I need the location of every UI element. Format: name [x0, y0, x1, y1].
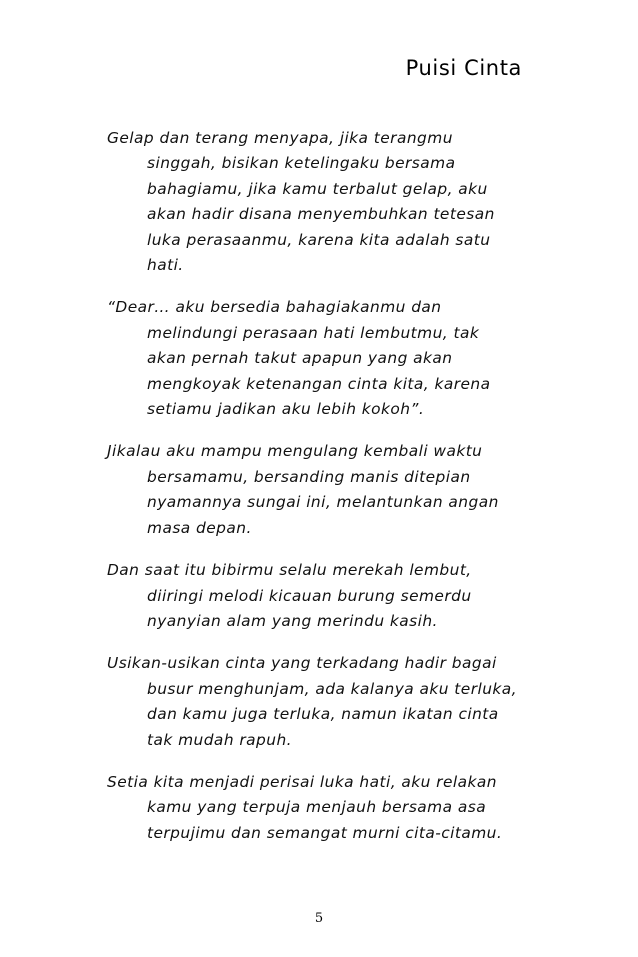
- poem-line: akan pernah takut apapun yang akan: [147, 349, 453, 368]
- page-number: 5: [314, 911, 324, 926]
- poem-line: Usikan-usikan cinta yang terkadang hadir bagai: [107, 654, 497, 673]
- poem-line: masa depan.: [147, 518, 252, 537]
- poem-line: Dan saat itu bibirmu selalu merekah lembut,: [107, 561, 472, 580]
- poem-line: diiringi melodi kicauan burung semerdu: [147, 586, 472, 605]
- poem-line: melindungi perasaan hati lembutmu, tak: [147, 323, 480, 342]
- poem-line: singgah, bisikan ketelingaku bersama: [147, 154, 456, 173]
- poem-line: Jikalau aku mampu mengulang kembali waktu: [107, 442, 483, 461]
- stanza-1: [107, 126, 537, 278]
- poem-line: dan kamu juga terluka, namun ikatan cinta: [147, 705, 499, 724]
- stanza-4: [107, 558, 537, 634]
- stanza-2: [107, 295, 537, 422]
- poem-line: terpujimu dan semangat murni cita-citamu.: [147, 823, 503, 842]
- poem-line: nyanyian alam yang merindu kasih.: [147, 611, 438, 630]
- poem-line: bersamamu, bersanding manis ditepian: [147, 467, 471, 486]
- poem-line: kamu yang terpuja menjauh bersama asa: [147, 798, 487, 817]
- poem-line: hati.: [147, 256, 184, 275]
- page-title: Puisi Cinta: [405, 56, 522, 80]
- poem-body: [107, 126, 537, 863]
- poem-line: bahagiamu, jika kamu terbalut gelap, aku: [147, 179, 488, 198]
- poem-line: “Dear… aku bersedia bahagiakanmu dan: [107, 298, 442, 317]
- stanza-3: [107, 439, 537, 541]
- poem-line: busur menghunjam, ada kalanya aku terluka,: [147, 679, 517, 698]
- poem-line: setiamu jadikan aku lebih kokoh”.: [147, 400, 425, 419]
- poem-line: Setia kita menjadi perisai luka hati, aku relakan: [107, 772, 497, 791]
- stanza-5: [107, 651, 537, 753]
- poem-line: Gelap dan terang menyapa, jika terangmu: [107, 129, 453, 147]
- poem-line: mengkoyak ketenangan cinta kita, karena: [147, 374, 491, 393]
- poem-line: tak mudah rapuh.: [147, 730, 292, 749]
- poem-line: luka perasaanmu, karena kita adalah satu: [147, 230, 491, 249]
- stanza-6: [107, 770, 537, 846]
- poem-line: akan hadir disana menyembuhkan tetesan: [147, 205, 495, 224]
- poem-line: nyamannya sungai ini, melantunkan angan: [147, 493, 499, 512]
